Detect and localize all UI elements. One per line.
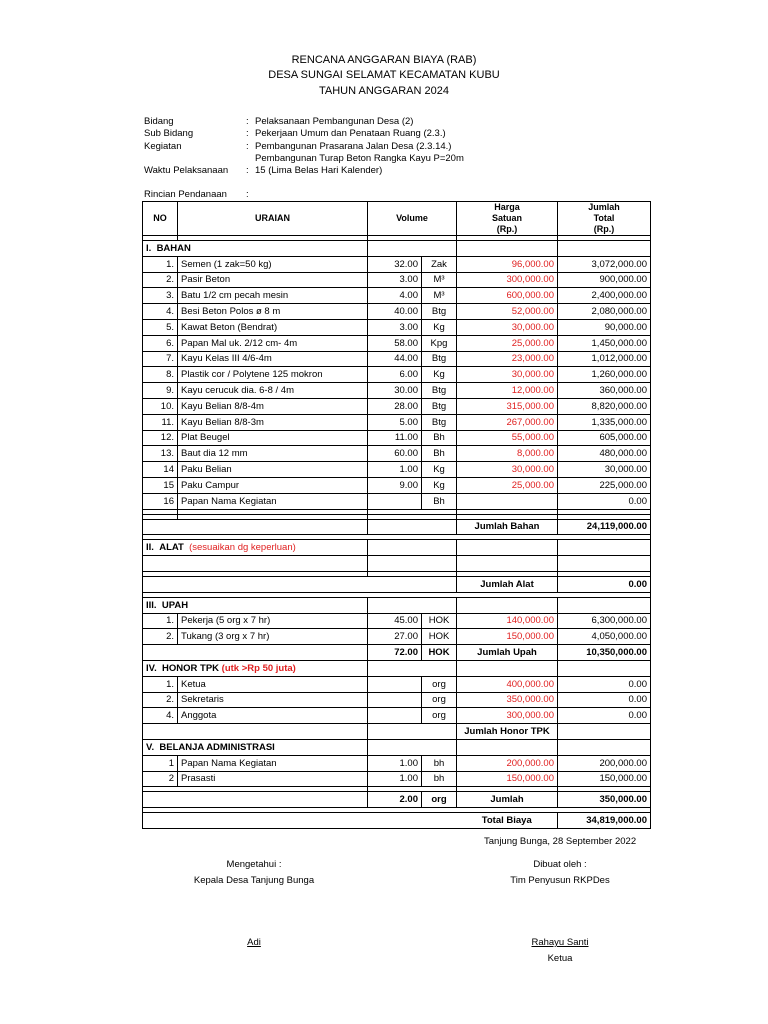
item-name: Baut dia 12 mm — [178, 446, 368, 462]
item-total: 8,820,000.00 — [558, 398, 651, 414]
item-unit: Bh — [422, 446, 457, 462]
table-row — [143, 692, 651, 708]
item-price: 315,000.00 — [457, 398, 558, 414]
total-label: Total Biaya — [457, 813, 558, 829]
item-price: 300,000.00 — [457, 708, 558, 724]
place-date: Tanjung Bunga, 28 September 2022 — [484, 836, 637, 847]
jumlah-line: (Rp.) — [593, 224, 615, 234]
item-volume: 1.00 — [368, 462, 422, 478]
item-unit: Kg — [422, 477, 457, 493]
item-total: 200,000.00 — [558, 755, 651, 771]
doc-title-line1: RENCANA ANGGARAN BIAYA (RAB) — [291, 54, 477, 66]
item-unit: Btg — [422, 398, 457, 414]
item-price: 23,000.00 — [457, 351, 558, 367]
item-volume: 1.00 — [368, 771, 422, 787]
item-unit: Btg — [422, 351, 457, 367]
item-price: 12,000.00 — [457, 383, 558, 399]
table-row — [143, 462, 651, 478]
item-no: 2. — [143, 272, 178, 288]
info-label: Bidang — [144, 116, 174, 127]
item-volume: 4.00 — [368, 288, 422, 304]
table-row — [143, 319, 651, 335]
table-row — [143, 613, 651, 629]
item-price: 30,000.00 — [457, 319, 558, 335]
item-name: Kayu Belian 8/8-4m — [178, 398, 368, 414]
section-number: I. — [146, 242, 152, 254]
info-value: Pembangunan Prasarana Jalan Desa (2.3.14.) — [255, 141, 452, 152]
section-title: HONOR TPK — [162, 662, 220, 674]
item-price: 30,000.00 — [457, 462, 558, 478]
item-price: 300,000.00 — [457, 272, 558, 288]
table-row — [143, 493, 651, 509]
item-volume: 3.00 — [368, 319, 422, 335]
item-no: 1. — [143, 676, 178, 692]
sum-row-upah — [143, 645, 651, 661]
section-honor — [143, 676, 651, 723]
item-no: 15 — [143, 477, 178, 493]
table-row — [143, 335, 651, 351]
item-no: 9. — [143, 383, 178, 399]
item-no: 5. — [143, 319, 178, 335]
section-number: III. — [146, 599, 157, 611]
item-price: 400,000.00 — [457, 676, 558, 692]
item-price: 55,000.00 — [457, 430, 558, 446]
table-row — [143, 414, 651, 430]
sum-label: Jumlah Upah — [457, 645, 558, 661]
item-unit: M³ — [422, 272, 457, 288]
section-bahan-footer — [143, 509, 651, 613]
item-unit: HOK — [422, 629, 457, 645]
item-total: 0.00 — [558, 493, 651, 509]
table-row — [143, 288, 651, 304]
item-price: 140,000.00 — [457, 613, 558, 629]
item-unit: Bh — [422, 493, 457, 509]
sum-unit: HOK — [422, 645, 457, 661]
item-unit: M³ — [422, 288, 457, 304]
left-caption: Mengetahui : — [226, 859, 282, 870]
item-no: 4. — [143, 304, 178, 320]
item-price: 600,000.00 — [457, 288, 558, 304]
info-value: Pelaksanaan Pembangunan Desa (2) — [255, 116, 414, 127]
table-row — [143, 477, 651, 493]
sum-label: Jumlah — [457, 792, 558, 808]
item-no: 13. — [143, 446, 178, 462]
jumlah-line: Jumlah — [588, 202, 620, 212]
jumlah-line: Total — [593, 213, 615, 223]
right-role: Tim Penyusun RKPDes — [510, 875, 610, 886]
item-total: 900,000.00 — [558, 272, 651, 288]
table-row — [143, 708, 651, 724]
col-header-uraian: URAIAN — [178, 202, 368, 236]
item-price: 8,000.00 — [457, 446, 558, 462]
info-colon: : — [246, 116, 249, 127]
item-name: Semen (1 zak=50 kg) — [178, 256, 368, 272]
item-total: 1,450,000.00 — [558, 335, 651, 351]
section-title: ALAT — [159, 542, 184, 554]
col-header-volume: Volume — [368, 202, 457, 236]
item-unit: org — [422, 708, 457, 724]
section-header-alat — [143, 540, 651, 556]
col-header-jumlah — [558, 202, 651, 236]
left-role: Kepala Desa Tanjung Bunga — [193, 875, 315, 886]
item-unit: bh — [422, 755, 457, 771]
item-name: Kayu cerucuk dia. 6-8 / 4m — [178, 383, 368, 399]
item-total: 30,000.00 — [558, 462, 651, 478]
item-total: 0.00 — [558, 692, 651, 708]
section-note: (sesuaikan dg keperluan) — [189, 542, 296, 554]
harga-line: (Rp.) — [496, 224, 518, 234]
table-row — [143, 367, 651, 383]
item-unit: Btg — [422, 304, 457, 320]
item-volume — [368, 676, 422, 692]
sum-row-honor — [143, 724, 651, 740]
section-bahan — [143, 236, 651, 510]
item-total: 3,072,000.00 — [558, 256, 651, 272]
item-volume: 40.00 — [368, 304, 422, 320]
item-name: Besi Beton Polos ø 8 m — [178, 304, 368, 320]
right-caption: Dibuat oleh : — [533, 859, 587, 870]
item-volume: 6.00 — [368, 367, 422, 383]
section-title: BAHAN — [156, 242, 191, 254]
section-number: V. — [146, 741, 155, 753]
sum-vol: 2.00 — [368, 792, 422, 808]
item-total: 1,012,000.00 — [558, 351, 651, 367]
item-no: 10. — [143, 398, 178, 414]
section-title: UPAH — [161, 599, 189, 611]
item-name: Kayu Kelas III 4/6-4m — [178, 351, 368, 367]
item-price: 267,000.00 — [457, 414, 558, 430]
item-volume: 9.00 — [368, 477, 422, 493]
item-name: Papan Mal uk. 2/12 cm- 4m — [178, 335, 368, 351]
item-name: Pekerja (5 org x 7 hr) — [178, 613, 368, 629]
sum-row-admin — [143, 792, 651, 808]
info-value: 15 (Lima Belas Hari Kalender) — [255, 165, 383, 176]
item-volume: 27.00 — [368, 629, 422, 645]
col-header-harga — [457, 202, 558, 236]
section-number: II. — [146, 542, 154, 554]
item-no: 3. — [143, 288, 178, 304]
item-total: 360,000.00 — [558, 383, 651, 399]
item-no: 1. — [143, 613, 178, 629]
item-price: 96,000.00 — [457, 256, 558, 272]
item-name: Papan Nama Kegiatan — [178, 493, 368, 509]
table-header-row — [143, 202, 651, 236]
table-row — [143, 351, 651, 367]
item-price: 25,000.00 — [457, 335, 558, 351]
item-unit: Btg — [422, 414, 457, 430]
item-total: 0.00 — [558, 676, 651, 692]
item-name: Paku Campur — [178, 477, 368, 493]
doc-title-line2: DESA SUNGAI SELAMAT KECAMATAN KUBU — [268, 69, 500, 81]
item-unit: org — [422, 692, 457, 708]
section-header-upah — [143, 597, 651, 613]
sum-label: Jumlah Alat — [457, 576, 558, 592]
item-price: 200,000.00 — [457, 755, 558, 771]
section-upah-footer — [143, 645, 651, 677]
left-signer-name: Adi — [247, 937, 261, 948]
table-row — [143, 446, 651, 462]
item-total: 225,000.00 — [558, 477, 651, 493]
item-volume: 44.00 — [368, 351, 422, 367]
item-name: Batu 1/2 cm pecah mesin — [178, 288, 368, 304]
item-name: Paku Belian — [178, 462, 368, 478]
sum-value: 0.00 — [558, 576, 651, 592]
item-no: 1. — [143, 256, 178, 272]
item-volume: 11.00 — [368, 430, 422, 446]
section-header-honor — [143, 660, 651, 676]
item-total: 2,400,000.00 — [558, 288, 651, 304]
item-unit: Bh — [422, 430, 457, 446]
item-unit: Kg — [422, 319, 457, 335]
item-unit: Kpg — [422, 335, 457, 351]
item-price — [457, 493, 558, 509]
info-colon: : — [246, 128, 249, 139]
section-admin-footer — [143, 787, 651, 829]
table-row — [143, 430, 651, 446]
item-volume: 3.00 — [368, 272, 422, 288]
item-price: 150,000.00 — [457, 771, 558, 787]
item-unit: bh — [422, 771, 457, 787]
item-no: 2. — [143, 692, 178, 708]
item-volume: 30.00 — [368, 383, 422, 399]
item-no: 14 — [143, 462, 178, 478]
doc-title-line3: TAHUN ANGGARAN 2024 — [318, 85, 449, 97]
total-value: 34,819,000.00 — [558, 813, 651, 829]
info-colon: : — [246, 189, 249, 200]
item-no: 12. — [143, 430, 178, 446]
item-no: 6. — [143, 335, 178, 351]
item-total: 150,000.00 — [558, 771, 651, 787]
info-colon: : — [246, 141, 249, 152]
section-upah — [143, 613, 651, 645]
info-label: Rincian Pendanaan — [144, 189, 227, 200]
item-total: 4,050,000.00 — [558, 629, 651, 645]
table-row — [143, 629, 651, 645]
total-row — [143, 813, 651, 829]
item-name: Prasasti — [178, 771, 368, 787]
info-label: Sub Bidang — [144, 128, 194, 139]
sum-label: Jumlah Honor TPK — [457, 724, 558, 740]
item-name: Pasir Beton — [178, 272, 368, 288]
item-total: 1,260,000.00 — [558, 367, 651, 383]
item-total: 480,000.00 — [558, 446, 651, 462]
table-row — [143, 272, 651, 288]
section-header-bahan — [143, 241, 651, 257]
right-signer-title: Ketua — [547, 953, 573, 964]
item-unit: org — [422, 676, 457, 692]
item-volume: 60.00 — [368, 446, 422, 462]
info-label: Kegiatan — [144, 141, 182, 152]
table-row — [143, 383, 651, 399]
sum-value: 350,000.00 — [558, 792, 651, 808]
table-row — [143, 676, 651, 692]
item-no: 2. — [143, 629, 178, 645]
section-header-admin — [143, 739, 651, 755]
section-title: BELANJA ADMINISTRASI — [159, 741, 275, 753]
item-unit: Kg — [422, 367, 457, 383]
info-value: Pembangunan Turap Beton Rangka Kayu P=20m — [255, 153, 464, 164]
item-name: Tukang (3 org x 7 hr) — [178, 629, 368, 645]
item-volume: 58.00 — [368, 335, 422, 351]
item-volume — [368, 708, 422, 724]
item-no: 2 — [143, 771, 178, 787]
sum-row-bahan — [143, 519, 651, 535]
item-volume: 32.00 — [368, 256, 422, 272]
info-colon: : — [246, 165, 249, 176]
sum-unit: org — [422, 792, 457, 808]
item-volume — [368, 692, 422, 708]
info-value: Pekerjaan Umum dan Penataan Ruang (2.3.) — [255, 128, 446, 139]
item-no: 7. — [143, 351, 178, 367]
item-total: 605,000.00 — [558, 430, 651, 446]
right-signer-name: Rahayu Santi — [531, 937, 589, 948]
sum-label: Jumlah Bahan — [457, 519, 558, 535]
sum-value: 24,119,000.00 — [558, 519, 651, 535]
sum-row-alat — [143, 576, 651, 592]
item-name: Sekretaris — [178, 692, 368, 708]
item-total: 2,080,000.00 — [558, 304, 651, 320]
item-volume: 28.00 — [368, 398, 422, 414]
item-price: 25,000.00 — [457, 477, 558, 493]
table-row — [143, 771, 651, 787]
item-no: 11. — [143, 414, 178, 430]
item-no: 1 — [143, 755, 178, 771]
item-price: 350,000.00 — [457, 692, 558, 708]
item-no: 4. — [143, 708, 178, 724]
item-name: Ketua — [178, 676, 368, 692]
harga-line: Satuan — [491, 213, 522, 223]
item-no: 8. — [143, 367, 178, 383]
item-unit: Zak — [422, 256, 457, 272]
item-name: Plastik cor / Polytene 125 mokron — [178, 367, 368, 383]
table-row — [143, 755, 651, 771]
item-total: 90,000.00 — [558, 319, 651, 335]
item-unit: HOK — [422, 613, 457, 629]
item-name: Papan Nama Kegiatan — [178, 755, 368, 771]
item-unit: Btg — [422, 383, 457, 399]
harga-line: Harga — [494, 202, 520, 212]
item-total: 6,300,000.00 — [558, 613, 651, 629]
item-unit: Kg — [422, 462, 457, 478]
item-price: 150,000.00 — [457, 629, 558, 645]
section-note: (utk >Rp 50 juta) — [221, 662, 296, 674]
item-no: 16 — [143, 493, 178, 509]
section-number: IV. — [146, 662, 157, 674]
item-name: Kawat Beton (Bendrat) — [178, 319, 368, 335]
item-volume: 5.00 — [368, 414, 422, 430]
sum-value: 10,350,000.00 — [558, 645, 651, 661]
item-name: Kayu Belian 8/8-3m — [178, 414, 368, 430]
item-volume — [368, 493, 422, 509]
item-total: 0.00 — [558, 708, 651, 724]
item-volume: 45.00 — [368, 613, 422, 629]
item-total: 1,335,000.00 — [558, 414, 651, 430]
item-price: 30,000.00 — [457, 367, 558, 383]
item-name: Anggota — [178, 708, 368, 724]
item-price: 52,000.00 — [457, 304, 558, 320]
item-name: Plat Beugel — [178, 430, 368, 446]
col-header-no: NO — [143, 202, 178, 236]
info-label: Waktu Pelaksanaan — [144, 165, 229, 176]
table-row — [143, 398, 651, 414]
table-row — [143, 304, 651, 320]
item-volume: 1.00 — [368, 755, 422, 771]
sum-vol: 72.00 — [368, 645, 422, 661]
section-admin — [143, 755, 651, 787]
rab-table — [142, 201, 651, 829]
table-row — [143, 256, 651, 272]
section-honor-footer — [143, 724, 651, 756]
